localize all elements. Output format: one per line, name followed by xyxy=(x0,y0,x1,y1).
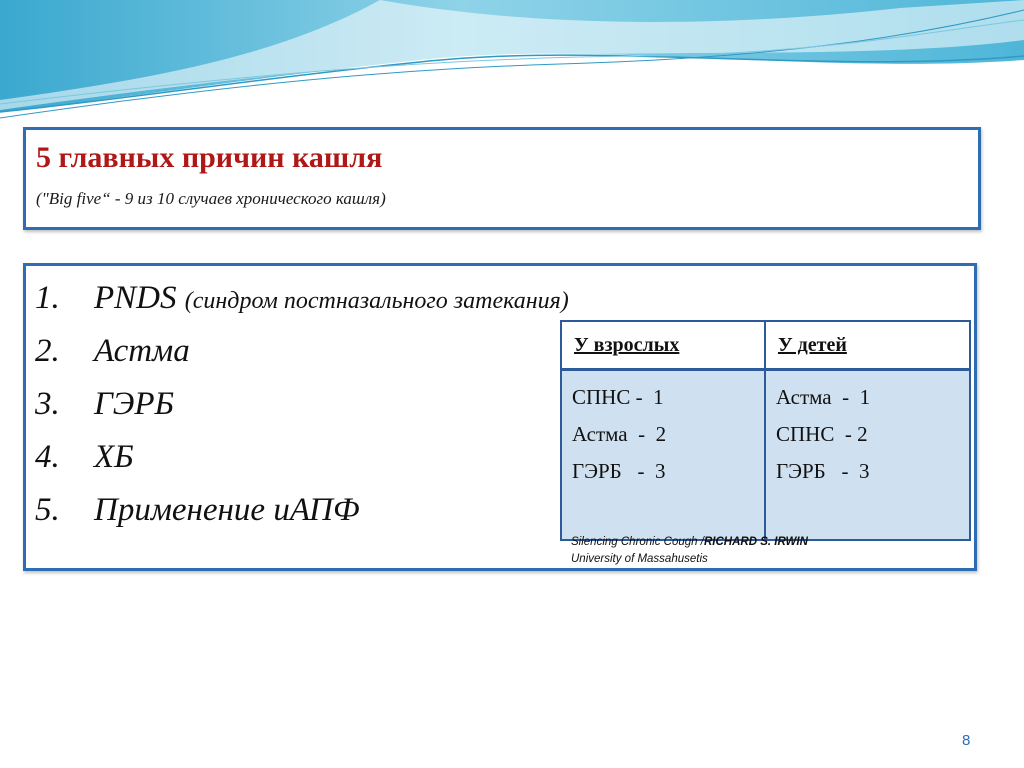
page-number: 8 xyxy=(962,732,971,749)
source-citation xyxy=(571,534,808,568)
list-number: 5. xyxy=(35,492,60,528)
cause-name: Применение иАПФ xyxy=(94,492,360,528)
content-box xyxy=(23,263,977,571)
list-number: 4. xyxy=(35,439,60,475)
table-cell-line: Астма - 2 xyxy=(572,422,667,446)
cause-name: ГЭРБ xyxy=(94,386,175,422)
table-cell-line: ГЭРБ - 3 xyxy=(776,459,870,483)
causes-comparison-table xyxy=(560,320,971,541)
slide-title: 5 главных причин кашля xyxy=(36,141,383,174)
list-number: 1. xyxy=(35,280,60,316)
slide-subtitle: ("Big five“ - 9 из 10 случаев хронического кашля) xyxy=(36,189,386,208)
table-cell-line: ГЭРБ - 3 xyxy=(572,459,666,483)
source-affiliation: University of Massahusetis xyxy=(571,553,708,565)
title-box xyxy=(23,127,981,230)
source-title: Silencing Chronic Cough / xyxy=(571,536,704,548)
cause-note: (синдром постназального затекания) xyxy=(184,288,569,314)
table-header-adults: У взрослых xyxy=(561,321,765,370)
decorative-wave-header xyxy=(0,0,1024,130)
cause-name: PNDS xyxy=(94,280,177,316)
table-row xyxy=(561,370,970,541)
table-cell-line: СПНС - 1 xyxy=(572,385,664,409)
table-cell-line: Астма - 1 xyxy=(776,385,871,409)
cause-name: ХБ xyxy=(94,439,134,475)
cause-name: Астма xyxy=(94,333,190,369)
adults-cell xyxy=(561,370,765,541)
table-cell-line: СПНС - 2 xyxy=(776,422,868,446)
source-author: RICHARD S. IRWIN xyxy=(703,536,808,548)
list-number: 2. xyxy=(35,333,60,369)
children-cell xyxy=(765,370,970,541)
table-header-children: У детей xyxy=(765,321,970,370)
list-number: 3. xyxy=(35,386,60,422)
